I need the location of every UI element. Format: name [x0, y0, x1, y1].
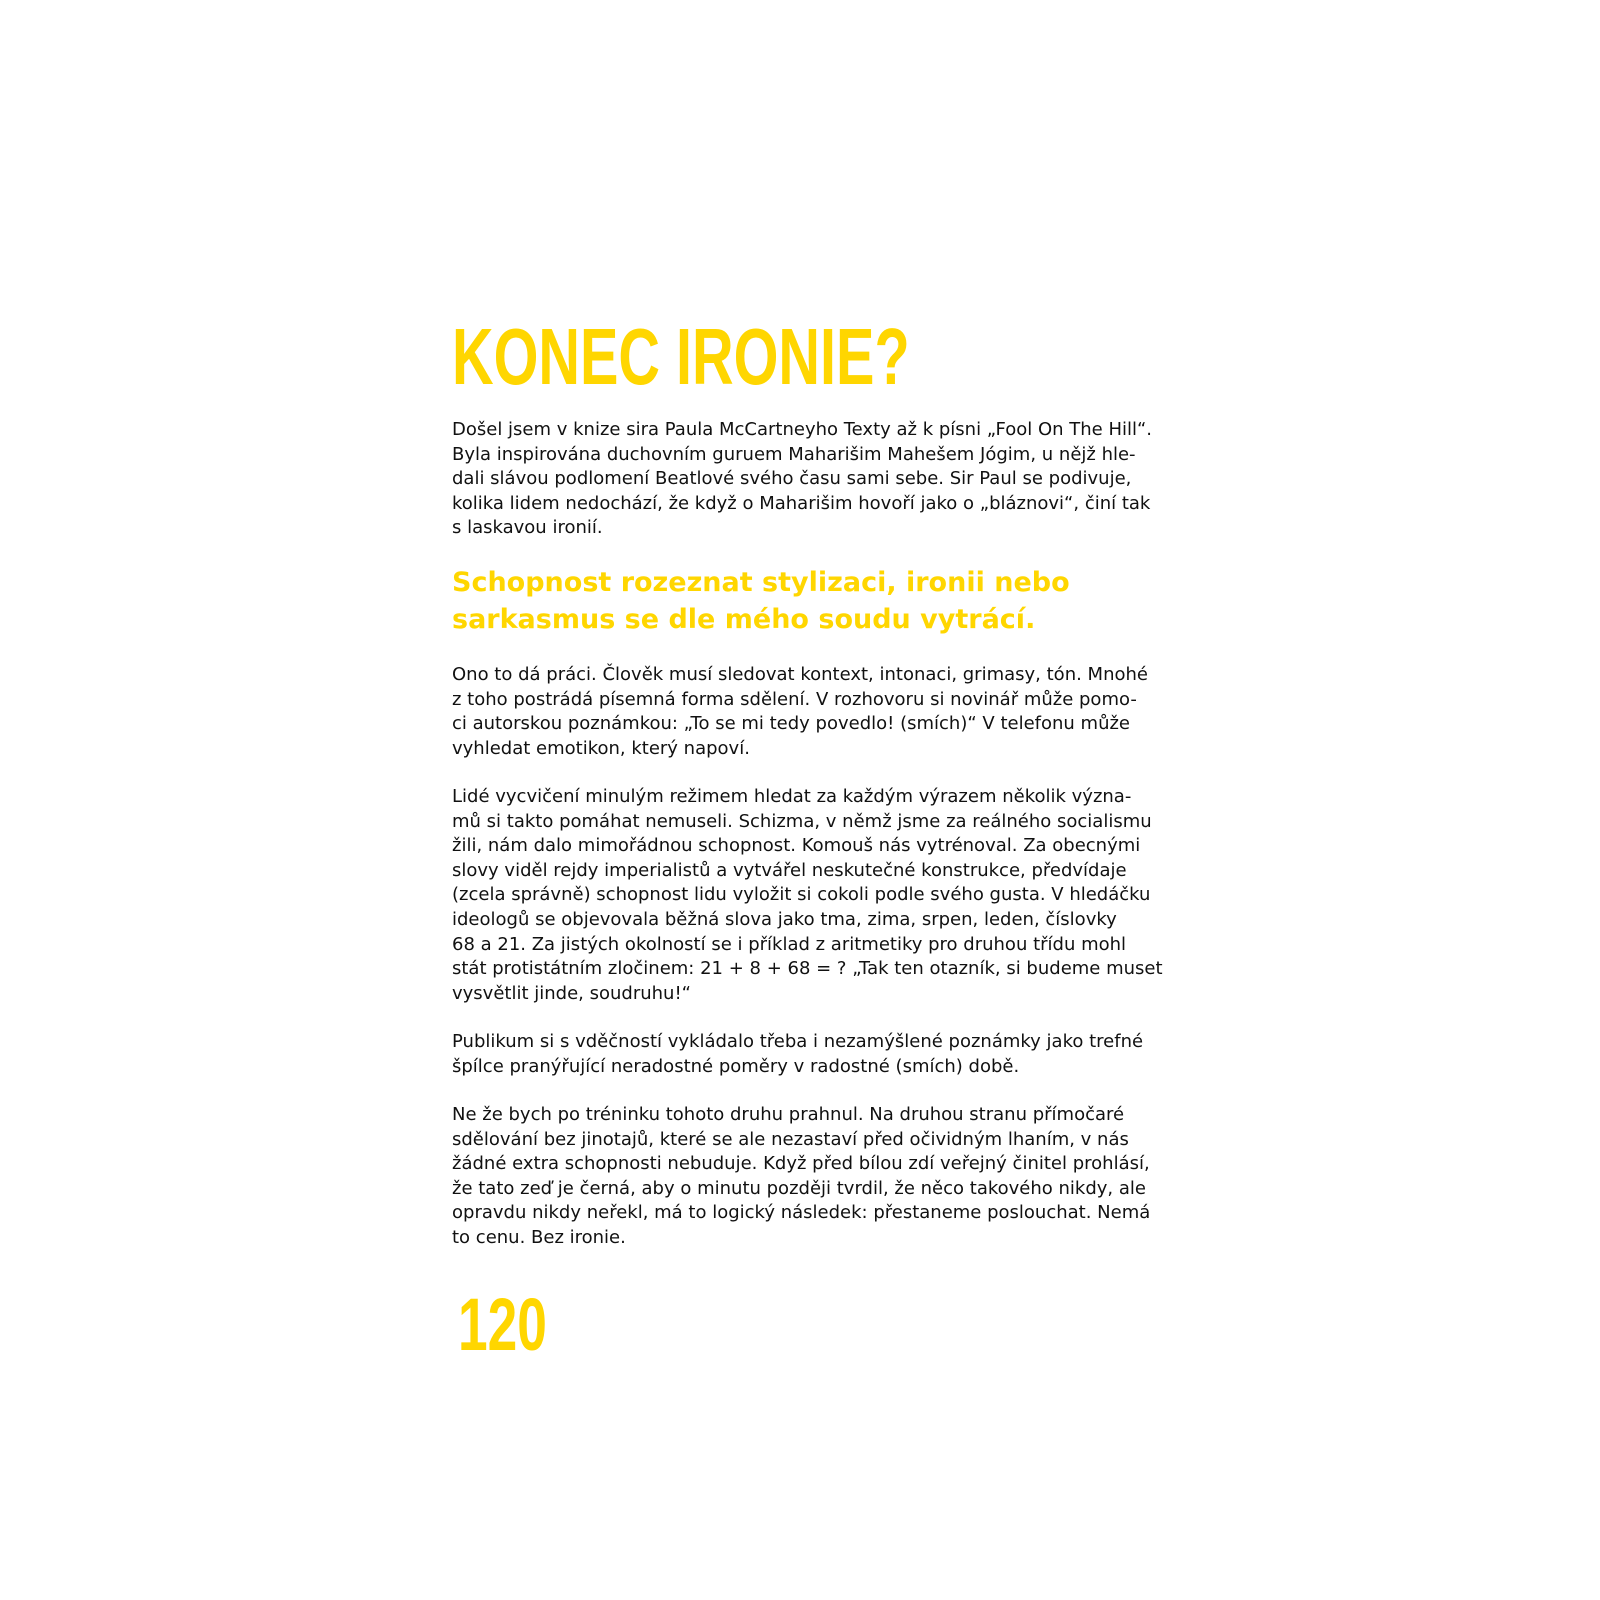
paragraph-line: opravdu nikdy neřekl, má to logický následek: přestaneme poslouchat. Nemá	[452, 1202, 1151, 1224]
paragraph-5	[452, 1103, 1151, 1251]
paragraph-3	[452, 785, 1163, 1006]
pull-quote-line: sarkasmus se dle mého soudu vytrácí.	[452, 604, 1036, 635]
paragraph-line: (zcela správně) schopnost lidu vyložit si cokoli podle svého gusta. V hledáčku	[452, 884, 1151, 906]
paragraph-line: Došel jsem v knize sira Paula McCartneyho Texty až k písni „Fool On The Hill“.	[452, 419, 1153, 440]
paragraph-line: žili, nám dalo mimořádnou schopnost. Komouš nás vytrénoval. Za obecnými	[452, 835, 1141, 857]
page-number: 120	[458, 1283, 547, 1366]
paragraph-2	[452, 663, 1148, 761]
paragraph-line: z toho postrádá písemná forma sdělení. V rozhovoru si novinář může pomo-	[452, 688, 1137, 710]
paragraph-line: ci autorskou poznámkou: „To se mi tedy povedlo! (smích)“ V telefonu může	[452, 713, 1131, 735]
paragraph-line: dali slávou podlomení Beatlové svého času sami sebe. Sir Paul se podivuje,	[452, 468, 1132, 490]
paragraph-line: mů si takto pomáhat nemuseli. Schizma, v němž jsme za reálného socialismu	[452, 810, 1152, 832]
paragraph-line: žádné extra schopnosti nebuduje. Když před bílou zdí veřejný činitel prohlásí,	[452, 1153, 1150, 1175]
paragraph-line: ideologů se objevovala běžná slova jako tma, zima, srpen, leden, číslovky	[452, 908, 1117, 930]
paragraph-line: slovy viděl rejdy imperialistů a vytvářel neskutečné konstrukce, předvídaje	[452, 859, 1127, 881]
paragraph-line: to cenu. Bez ironie.	[452, 1226, 626, 1248]
paragraph-4	[452, 1030, 1144, 1079]
paragraph-line: s laskavou ironií.	[452, 517, 603, 539]
paragraph-line: stát protistátním zločinem: 21 + 8 + 68 = ? „Tak ten otazník, si budeme muset	[452, 958, 1163, 980]
paragraph-line: kolika lidem nedochází, že když o Maharišim hovoří jako o „bláznovi“, činí tak	[452, 492, 1151, 514]
pull-quote-line: Schopnost rozeznat stylizaci, ironii nebo	[452, 567, 1070, 598]
paragraph-line: Byla inspirována duchovním guruem Maharišim Mahešem Jógim, u nějž hle-	[452, 443, 1136, 465]
article-title: KONEC IRONIE?	[452, 312, 910, 401]
paragraph-line: že tato zeď je černá, aby o minutu později tvrdil, že něco takového nikdy, ale	[452, 1177, 1146, 1199]
paragraph-line: Lidé vycvičení minulým režimem hledat za každým výrazem několik význa-	[452, 786, 1132, 807]
paragraph-line: vyhledat emotikon, který napoví.	[452, 737, 750, 759]
paragraph-line: Ono to dá práci. Člověk musí sledovat kontext, intonaci, grimasy, tón. Mnohé	[452, 664, 1148, 685]
paragraph-line: Ne že bych po tréninku tohoto druhu prahnul. Na druhou stranu přímočaré	[452, 1104, 1125, 1125]
paragraph-line: 68 a 21. Za jistých okolností se i příklad z aritmetiky pro druhou třídu mohl	[452, 933, 1127, 955]
paragraph-line: sdělování bez jinotajů, které se ale nezastaví před očividným lhaním, v nás	[452, 1128, 1129, 1150]
pull-quote	[452, 564, 1070, 638]
paragraph-line: Publikum si s vděčností vykládalo třeba i nezamýšlené poznámky jako trefné	[452, 1031, 1144, 1052]
paragraph-intro	[452, 418, 1153, 541]
paragraph-line: špílce pranýřující neradostné poměry v radostné (smích) době.	[452, 1055, 1020, 1077]
paragraph-line: vysvětlit jinde, soudruhu!“	[452, 982, 691, 1004]
